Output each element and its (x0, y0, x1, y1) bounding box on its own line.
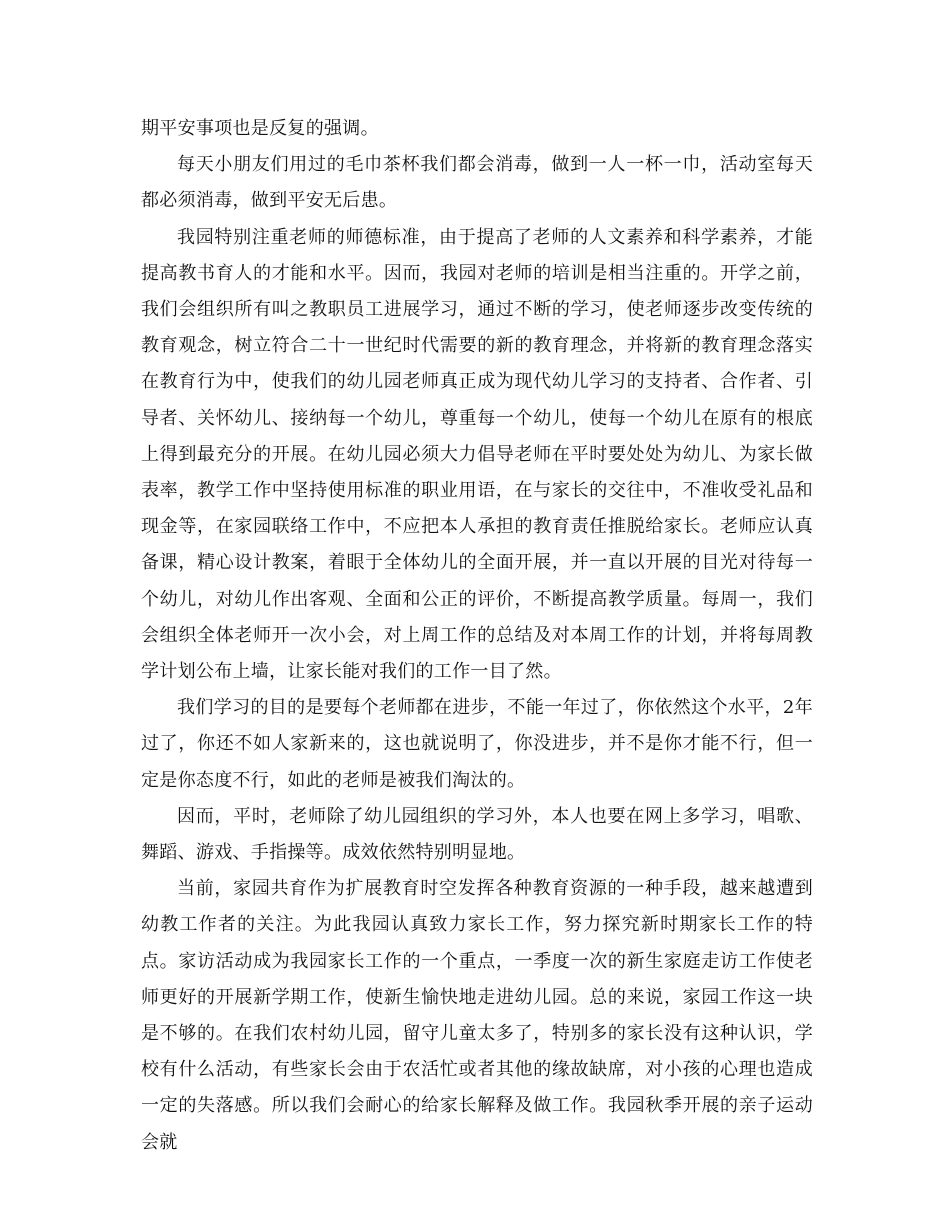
paragraph-home-school: 当前，家园共育作为扩展教育时空发挥各种教育资源的一种手段，越来越遭到幼教工作者的关注。为此我园认真致力家长工作，努力探究新时期家长工作的特点。家访活动成为我园家长工作的一个重点，一季度一次的新生家庭走访工作使老师更好的开展新学期工作，使新生愉快地走进幼儿园。总的来说，家园工作这一块是不够的。在我们农村幼儿园，留守儿童太多了，特别多的家长没有这种认识，学校有什么活动，有些家长会由于农活忙或者其他的缘故缺席，对小孩的心理也造成一定的失落感。所以我们会耐心的给家长解释及做工作。我园秋季开展的亲子运动会就 (141, 878, 813, 1153)
paragraph-disinfection: 每天小朋友们用过的毛巾茶杯我们都会消毒，做到一人一杯一巾，活动室每天都必须消毒，做到平安无后患。 (141, 154, 813, 212)
paragraph-teacher-ethics: 我园特别注重老师的师德标准，由于提高了老师的人文素养和科学素养，才能提高教书育人的才能和水平。因而，我园对老师的培训是相当注重的。开学之前，我们会组织所有叫之教职员工进展学习，通过不断的学习，使老师逐步改变传统的教育观念，树立符合二十一世纪时代需要的新的教育理念，并将新的教育理念落实在教育行为中，使我们的幼儿园老师真正成为现代幼儿学习的支持者、合作者、引导者、关怀幼儿、接纳每一个幼儿，尊重每一个幼儿，使每一个幼儿在原有的根底上得到最充分的开展。在幼儿园必须大力倡导老师在平时要处处为幼儿、为家长做表率，教学工作中坚持使用标准的职业用语，在与家长的交往中，不准收受礼品和现金等，在家园联络工作中，不应把本人承担的教育责任推脱给家长。老师应认真备课，精心设计教案，着眼于全体幼儿的全面开展，并一直以开展的目光对待每一个幼儿，对幼儿作出客观、全面和公正的评价，不断提高教学质量。每周一，我们会组织全体老师开一次小会，对上周工作的总结及对本周工作的计划，并将每周教学计划公布上墙，让家长能对我们的工作一目了然。 (141, 226, 813, 683)
document-body (141, 111, 813, 1161)
paragraph-continuation: 期平安事项也是反复的强调。 (141, 118, 379, 139)
paragraph-self-study: 因而，平时，老师除了幼儿园组织的学习外，本人也要在网上多学习，唱歌、舞蹈、游戏、手指操等。成效依然特别明显地。 (141, 805, 813, 864)
paragraph-learning-goal: 我们学习的目的是要每个老师都在进步，不能一年过了，你依然这个水平，2年过了，你还不如人家新来的，这也就说明了，你没进步，并不是你才能不行，但一定是你态度不行，如此的老师是被我们淘汰的。 (141, 697, 813, 791)
